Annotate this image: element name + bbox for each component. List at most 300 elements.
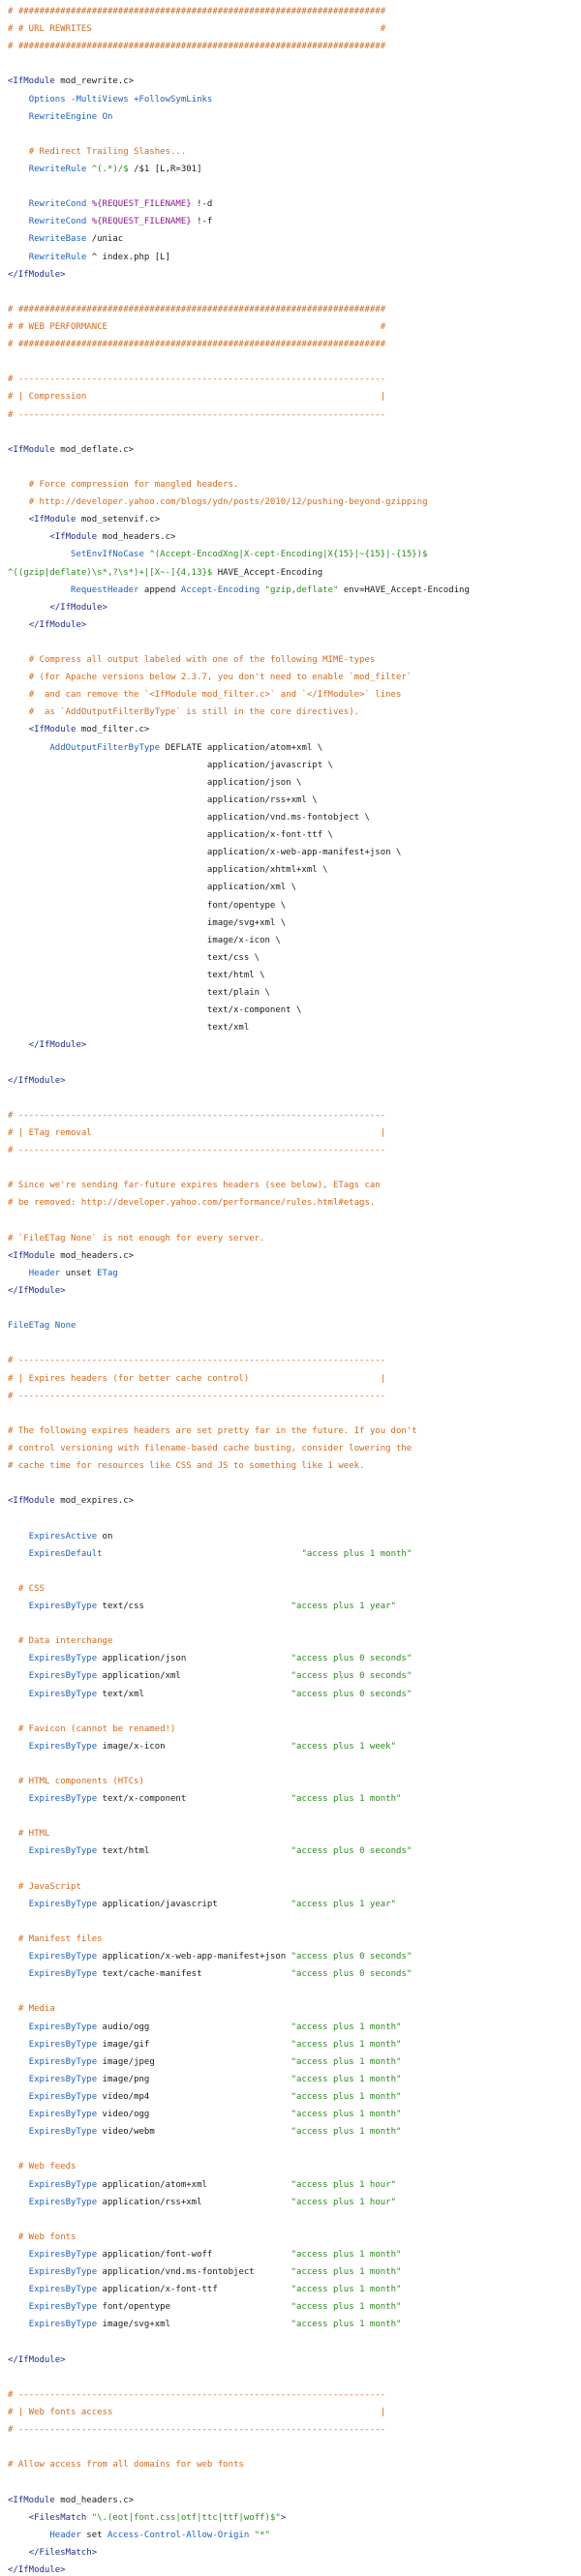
- code-text: [8, 2057, 29, 2067]
- code-text: text/xml: [8, 1023, 250, 1033]
- code-comment: # ######################################################################: [8, 7, 386, 16]
- code-line: [0, 1194, 581, 1212]
- code-line: [0, 1265, 581, 1282]
- code-line: [0, 582, 581, 599]
- code-text: [8, 1690, 29, 1699]
- code-comment: # Web fonts: [17, 2232, 76, 2242]
- code-line: [0, 1790, 581, 1808]
- code-comment: # Redirect Trailing Slashes...: [28, 146, 187, 157]
- code-tag: </IfModule>: [28, 1040, 87, 1051]
- code-directive: ExpiresByType: [28, 2110, 98, 2120]
- code-line: [0, 704, 581, 721]
- code-text: mod_setenvif.c>: [76, 515, 161, 525]
- code-line: [0, 1842, 581, 1860]
- code-comment: # as `AddOutputFilterByType` is still in the core directives).: [28, 707, 360, 718]
- code-string: "\.(eot|font.css|otf|ttc|ttf|woff)$": [91, 2512, 281, 2523]
- code-line: [0, 1317, 581, 1334]
- code-directive: ExpiresByType: [28, 1671, 98, 1682]
- code-tag: </IfModule>: [28, 619, 87, 630]
- code-line: [0, 494, 581, 511]
- code-line: [0, 3, 581, 20]
- code-string: "access plus 1 month": [290, 2092, 402, 2103]
- code-text: [8, 2004, 18, 2014]
- code-line: [0, 2036, 581, 2053]
- code-directive: -MultiViews +FollowSymLinks: [71, 94, 213, 105]
- code-line: [0, 1475, 581, 1492]
- code-text: image/svg+xml: [97, 2320, 291, 2330]
- code-text: [8, 1900, 29, 1909]
- code-line: [0, 2123, 581, 2141]
- code-line: [0, 1878, 581, 1896]
- code-comment: # Force compression for mangled headers.: [28, 479, 239, 490]
- code-line: [0, 1423, 581, 1440]
- code-line: [0, 1142, 581, 1159]
- code-text: text/cache-manifest: [97, 1969, 291, 1980]
- code-line: [0, 2071, 581, 2088]
- code-text: [8, 480, 29, 490]
- code-line: [0, 1213, 581, 1230]
- code-text: image/png: [97, 2074, 291, 2084]
- code-comment: # | Compression |: [8, 392, 386, 403]
- code-line: [0, 2158, 581, 2175]
- code-line: [0, 20, 581, 38]
- code-line: [0, 826, 581, 844]
- code-text: application/vnd.ms-fontobject \: [8, 813, 370, 824]
- code-line: [0, 546, 581, 563]
- code-string: "*": [254, 2530, 270, 2540]
- code-directive: ExpiresByType: [28, 2250, 98, 2260]
- code-text: [8, 2285, 29, 2294]
- code-directive: RequestHeader: [71, 584, 139, 595]
- code-comment: # and can remove the `<IfModule mod_filter.c>` and `</IfModule>` lines: [28, 690, 402, 701]
- code-line: [0, 213, 581, 230]
- code-text: [8, 1794, 29, 1804]
- code-string: "access plus 1 month": [290, 1794, 402, 1805]
- code-text: [8, 1882, 18, 1892]
- code-tag: <IfModule: [8, 1496, 55, 1507]
- code-text: [8, 497, 29, 507]
- code-line: [0, 1983, 581, 2000]
- code-string: "access plus 1 month": [290, 2320, 402, 2330]
- code-line: [0, 161, 581, 178]
- code-line: [0, 1825, 581, 1842]
- code-line: [0, 1177, 581, 1194]
- code-directive: ExpiresByType: [28, 2320, 98, 2330]
- code-line: [0, 599, 581, 616]
- code-line: [0, 1615, 581, 1632]
- code-line: [0, 2421, 581, 2439]
- code-comment: # be removed: http://developer.yahoo.com/performance/rules.html#etags.: [8, 1198, 376, 1209]
- code-line: [0, 616, 581, 634]
- code-line: [0, 1370, 581, 1388]
- code-directive: ExpiresByType: [28, 2039, 98, 2050]
- code-directive: ExpiresActive: [28, 1531, 98, 1542]
- code-text: [8, 532, 49, 542]
- code-comment: # (for Apache versions below 2.3.7, you don't need to enable `mod_filter`: [28, 673, 413, 683]
- code-text: [8, 690, 29, 700]
- code-tag: <IfModule: [49, 532, 98, 543]
- code-line: [0, 143, 581, 161]
- code-line: [0, 2281, 581, 2298]
- code-text: text/css: [97, 1601, 291, 1611]
- code-string: "access plus 0 seconds": [290, 1952, 413, 1962]
- code-string: "access plus 1 week": [290, 1741, 396, 1752]
- code-line: [0, 1282, 581, 1300]
- code-directive: ExpiresByType: [28, 2179, 98, 2190]
- code-string: "access plus 1 month": [290, 2022, 402, 2032]
- code-line: [0, 1492, 581, 1510]
- code-comment: # Web feeds: [17, 2162, 76, 2172]
- code-comment: # HTML: [17, 1829, 50, 1840]
- code-line: [0, 1230, 581, 1247]
- code-text: text/css \: [8, 952, 260, 963]
- code-comment: # CSS: [17, 1583, 45, 1594]
- code-line: [0, 406, 581, 424]
- code-line: [0, 1002, 581, 1019]
- code-line: [0, 2561, 581, 2576]
- code-directive: ExpiresByType: [28, 2197, 98, 2207]
- code-line: [0, 73, 581, 90]
- code-line: [0, 1457, 581, 1475]
- code-directive: ExpiresByType: [28, 1846, 98, 1857]
- code-directive: ExpiresByType: [28, 1969, 98, 1980]
- code-text: application/xml: [97, 1671, 291, 1682]
- code-text: font/opentype \: [8, 900, 287, 911]
- code-tag: >: [280, 2512, 287, 2523]
- code-directive: ExpiresByType: [28, 1689, 98, 1699]
- code-line: [0, 441, 581, 459]
- code-string: "access plus 1 hour": [290, 2197, 396, 2207]
- code-text: application/font-woff: [97, 2250, 291, 2260]
- code-line: [0, 1755, 581, 1773]
- code-comment: # The following expires headers are set pretty far in the future. If you don't: [8, 1425, 417, 1436]
- code-text: application/x-font-ttf \: [8, 830, 333, 841]
- code-string: "access plus 0 seconds": [290, 1654, 413, 1664]
- code-line: [0, 2000, 581, 2018]
- code-tag: <IfModule: [8, 2495, 55, 2505]
- code-text: [8, 515, 29, 524]
- code-text: application/rss+xml \: [8, 794, 318, 805]
- code-comment: # Allow access from all domains for web fonts: [8, 2460, 244, 2471]
- code-line: [0, 1334, 581, 1352]
- code-line: [0, 1721, 581, 1738]
- code-line: [0, 1965, 581, 1983]
- code-tag: </FilesMatch>: [28, 2547, 98, 2558]
- code-line: [0, 2334, 581, 2351]
- code-line: [0, 564, 581, 582]
- code-text: application/x-web-app-manifest+json \: [8, 848, 402, 858]
- code-text: [8, 199, 29, 209]
- code-string: ^((gzip|deflate)\s*,?\s*)+|[X~-]{4,13}$: [8, 567, 213, 578]
- code-text: text/html: [97, 1846, 291, 1857]
- code-line: [0, 2019, 581, 2036]
- code-text: [8, 1724, 18, 1734]
- code-directive: ExpiresByType: [28, 2092, 98, 2103]
- code-directive: RewriteBase: [28, 234, 87, 245]
- code-string: "access plus 1 month": [290, 2074, 402, 2084]
- code-line: [0, 2263, 581, 2281]
- code-line: [0, 1773, 581, 1790]
- code-text: [8, 1584, 18, 1594]
- code-line: [0, 55, 581, 73]
- code-text: audio/ogg: [97, 2022, 291, 2032]
- code-comment: # JavaScript: [17, 1881, 81, 1892]
- code-line: [0, 388, 581, 405]
- code-comment: # ######################################################################: [8, 42, 386, 52]
- code-line: [0, 1563, 581, 1580]
- code-text: DEFLATE application/atom+xml \: [160, 742, 323, 753]
- code-string: "access plus 1 year": [290, 1899, 396, 1909]
- code-text: [8, 253, 29, 262]
- code-line: [0, 932, 581, 949]
- code-comment: # ----------------------------------------------------------------------: [8, 1110, 386, 1121]
- code-comment: # Data interchange: [17, 1636, 113, 1647]
- code-string: "access plus 0 seconds": [290, 1671, 413, 1682]
- code-text: [8, 1040, 29, 1050]
- code-directive: ExpiresByType: [28, 2285, 98, 2295]
- code-comment: # ----------------------------------------------------------------------: [8, 374, 386, 385]
- code-line: [0, 634, 581, 651]
- code-text: /uniac: [86, 234, 124, 245]
- code-text: [8, 1636, 18, 1646]
- code-directive: AddOutputFilterByType: [49, 742, 161, 753]
- code-text: [103, 1549, 302, 1559]
- code-line: [0, 38, 581, 55]
- code-line: [0, 2053, 581, 2071]
- code-comment: # ----------------------------------------------------------------------: [8, 1356, 386, 1366]
- code-directive: ExpiresByType: [28, 1654, 98, 1664]
- code-line: [0, 1107, 581, 1124]
- code-line: [0, 861, 581, 879]
- code-line: [0, 809, 581, 826]
- code-line: [0, 914, 581, 932]
- code-string: "access plus 1 month": [290, 2302, 402, 2313]
- code-line: [0, 249, 581, 266]
- code-text: [8, 1952, 29, 1962]
- code-comment: # `FileETag None` is not enough for every server.: [8, 1233, 265, 1243]
- code-tag: <IfModule: [8, 444, 55, 455]
- code-directive: SetEnvIfNoCase: [71, 550, 144, 560]
- code-line: [0, 2404, 581, 2421]
- code-line: [0, 353, 581, 371]
- code-tag: <IfModule: [8, 76, 55, 87]
- code-line: [0, 1667, 581, 1685]
- code-comment: # Since we're sending far-future expires headers (see below), ETags can: [8, 1181, 381, 1191]
- code-line: [0, 1913, 581, 1931]
- code-text: [8, 2040, 29, 2050]
- code-text: [8, 743, 49, 753]
- code-text: application/rss+xml: [97, 2197, 291, 2207]
- code-text: [8, 1654, 29, 1663]
- code-line: [0, 1738, 581, 1755]
- code-text: [8, 2162, 18, 2172]
- code-directive: ExpiresByType: [28, 1952, 98, 1962]
- code-text: [8, 2531, 49, 2540]
- code-text: video/webm: [97, 2127, 291, 2138]
- code-line: [0, 1650, 581, 1667]
- code-text: [8, 1846, 29, 1856]
- code-text: [8, 1602, 29, 1611]
- code-line: [0, 2439, 581, 2456]
- code-directive: RewriteRule: [28, 164, 87, 174]
- code-comment: # | Expires headers (for better cache control) |: [8, 1373, 386, 1384]
- code-text: application/javascript \: [8, 760, 333, 770]
- code-line: [0, 1090, 581, 1107]
- code-line: [0, 2141, 581, 2158]
- code-line: [0, 1124, 581, 1142]
- code-text: image/jpeg: [97, 2056, 291, 2067]
- code-directive: RewriteRule: [28, 252, 87, 262]
- code-line: [0, 1808, 581, 1825]
- code-text: application/javascript: [97, 1899, 291, 1909]
- code-directive: ExpiresByType: [28, 1794, 98, 1805]
- code-text: [8, 2022, 29, 2032]
- code-string: "access plus 1 month": [290, 2285, 402, 2295]
- code-directive: ExpiresByType: [28, 1601, 98, 1611]
- code-line: [0, 2509, 581, 2527]
- code-line: [0, 1703, 581, 1721]
- code-tag: </IfModule>: [8, 2564, 66, 2575]
- code-text: video/mp4: [97, 2092, 291, 2103]
- code-line: [0, 1300, 581, 1317]
- code-directive: Accept-Encoding: [180, 584, 260, 595]
- code-directive: Options: [28, 94, 66, 105]
- code-tag: </IfModule>: [49, 602, 107, 613]
- code-comment: # HTML components (HTCs): [17, 1777, 144, 1787]
- code-text: [8, 2075, 29, 2084]
- code-line: [0, 2456, 581, 2473]
- code-line: [0, 2316, 581, 2333]
- code-line: [0, 1598, 581, 1615]
- code-string: "access plus 0 seconds": [290, 1846, 413, 1857]
- code-string: "access plus 0 seconds": [290, 1689, 413, 1699]
- code-comment: # ----------------------------------------------------------------------: [8, 1391, 386, 1401]
- code-comment: # ----------------------------------------------------------------------: [8, 2389, 386, 2400]
- code-tag: <FilesMatch: [28, 2512, 87, 2523]
- code-line: [0, 1388, 581, 1405]
- code-text: [8, 673, 29, 682]
- code-line: [0, 669, 581, 686]
- code-line: [0, 2106, 581, 2123]
- code-text: [8, 1777, 18, 1786]
- code-line: [0, 1861, 581, 1878]
- code-line: [0, 318, 581, 336]
- code-text: text/plain \: [8, 988, 270, 999]
- code-text: image/x-icon \: [8, 935, 281, 945]
- code-text: [8, 234, 29, 244]
- code-line: [0, 371, 581, 388]
- code-text: application/atom+xml: [97, 2179, 291, 2190]
- code-text: [8, 2198, 29, 2207]
- code-variable: %{REQUEST_FILENAME}: [91, 217, 192, 227]
- code-line: [0, 1072, 581, 1090]
- code-directive: ExpiresByType: [28, 2267, 98, 2278]
- code-text: [8, 585, 71, 595]
- code-line: [0, 91, 581, 108]
- code-line: [0, 126, 581, 143]
- code-text: [8, 1532, 29, 1542]
- code-line: [0, 2211, 581, 2229]
- code-string: "access plus 1 month": [290, 2267, 402, 2278]
- code-text: [8, 620, 29, 630]
- code-text: application/json \: [8, 777, 302, 788]
- code-text: mod_filter.c>: [76, 725, 150, 735]
- code-line: [0, 459, 581, 476]
- code-line: [0, 511, 581, 528]
- code-line: [0, 1931, 581, 1948]
- code-line: [0, 336, 581, 353]
- code-directive: ExpiresByType: [28, 2302, 98, 2313]
- code-line: [0, 2088, 581, 2106]
- code-text: application/x-web-app-manifest+json: [97, 1952, 291, 1962]
- code-line: [0, 897, 581, 914]
- code-tag: <IfModule: [28, 725, 76, 735]
- code-line: [0, 476, 581, 494]
- code-text: /$1 [L,R=301]: [128, 164, 202, 174]
- code-text: [8, 1742, 29, 1752]
- code-directive: ExpiresByType: [28, 2074, 98, 2084]
- code-comment: # ######################################################################: [8, 304, 386, 315]
- code-directive: ExpiresByType: [28, 2022, 98, 2032]
- code-text: mod_headers.c>: [54, 1250, 135, 1261]
- code-line: [0, 195, 581, 213]
- code-text: [8, 2548, 29, 2558]
- code-line: [0, 1948, 581, 1965]
- code-directive: ExpiresByType: [28, 1899, 98, 1909]
- code-text: [8, 1549, 29, 1559]
- code-comment: # Compress all output labeled with one of the following MIME-types: [28, 655, 376, 666]
- code-text: image/x-icon: [97, 1741, 291, 1752]
- code-line: [0, 230, 581, 248]
- code-string: "gzip,deflate": [264, 584, 339, 595]
- code-line: [0, 2194, 581, 2211]
- code-line: [0, 108, 581, 126]
- code-line: [0, 2527, 581, 2544]
- code-line: [0, 1019, 581, 1036]
- code-text: unset: [60, 1268, 98, 1278]
- code-line: [0, 686, 581, 704]
- code-tag: <IfModule: [8, 1250, 55, 1261]
- code-text: [8, 1934, 18, 1944]
- code-text: [8, 2232, 18, 2242]
- code-text: on: [97, 1531, 113, 1542]
- code-directive: Access-Control-Allow-Origin: [107, 2530, 250, 2540]
- code-directive: ETag: [97, 1268, 118, 1278]
- code-text: [8, 2513, 29, 2523]
- code-line: [0, 301, 581, 318]
- code-line: [0, 984, 581, 1002]
- code-text: text/html \: [8, 971, 265, 981]
- code-text: [8, 1969, 29, 1979]
- code-line: [0, 1528, 581, 1545]
- code-line: [0, 266, 581, 284]
- code-string: "access plus 1 month": [290, 2127, 402, 2138]
- code-line: [0, 967, 581, 984]
- code-line: [0, 2176, 581, 2194]
- code-comment: # ----------------------------------------------------------------------: [8, 409, 386, 420]
- code-directive: ExpiresByType: [28, 2127, 98, 2138]
- code-string: ^(Accept-EncodXng|X-cept-Encoding|X{15}|~{15}|-{15})$: [149, 550, 428, 560]
- code-text: mod_headers.c>: [97, 532, 176, 543]
- code-text: set: [80, 2530, 107, 2540]
- code-line: [0, 2351, 581, 2369]
- code-line: [0, 284, 581, 301]
- code-text: application/xml \: [8, 883, 297, 893]
- code-line: [0, 2386, 581, 2404]
- code-directive: Header: [28, 1268, 61, 1278]
- code-comment: # http://developer.yahoo.com/blogs/ydn/posts/2010/12/pushing-beyond-gzipping: [28, 497, 428, 508]
- code-line: [0, 1896, 581, 1913]
